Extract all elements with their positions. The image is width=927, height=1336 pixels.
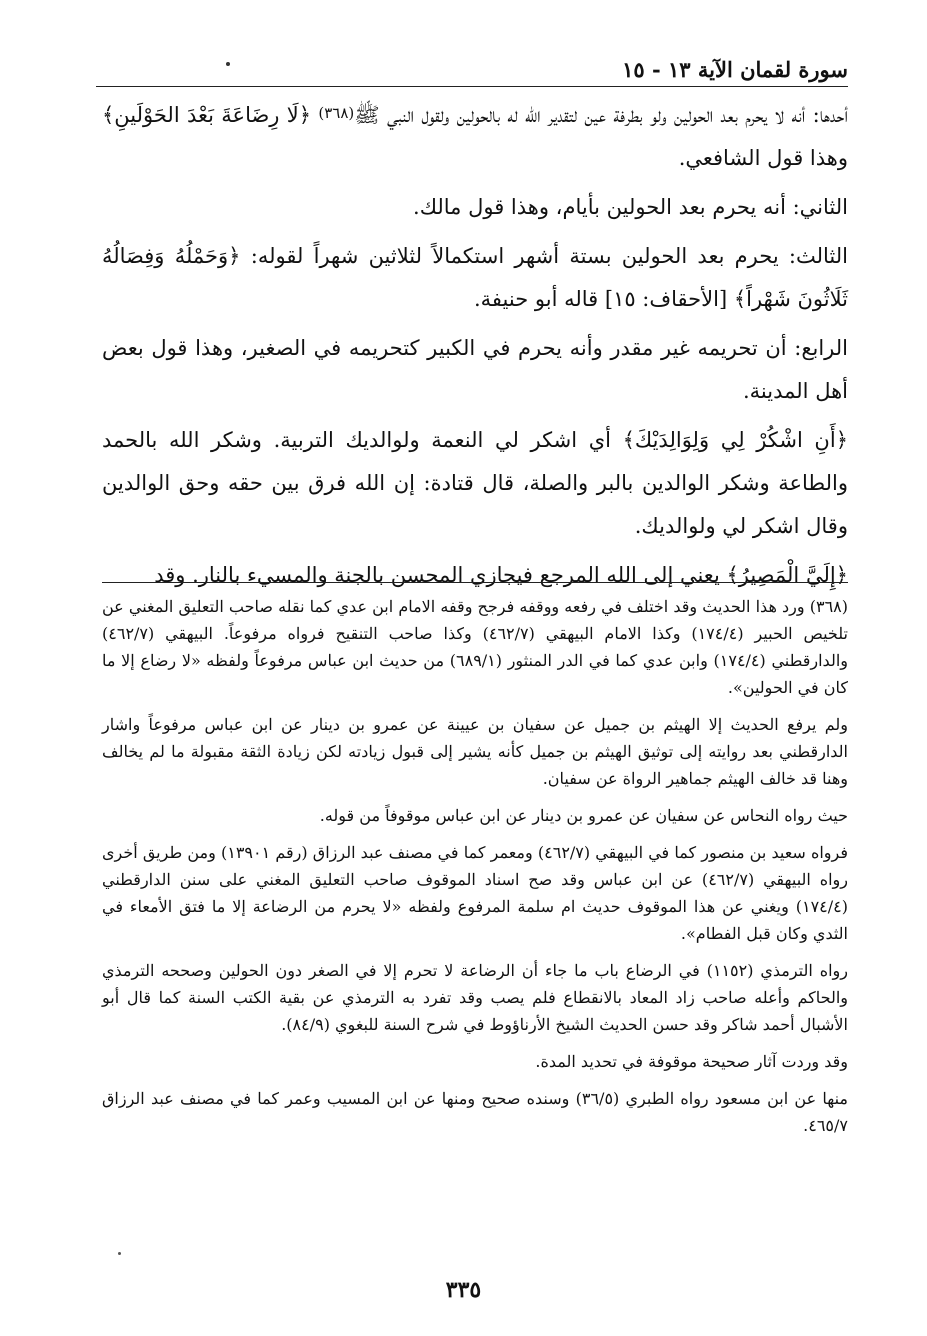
- footnote-paragraph: وقد وردت آثار صحيحة موقوفة في تحديد المدة.: [535, 1052, 848, 1071]
- hadith-quote: ﴿لَا رِضَاعَةَ بَعْدَ الحَوْلَينِ﴾ وهذا قول الشافعي.: [102, 103, 848, 170]
- footnote-paragraph: رواه الترمذي (١١٥٢) في الرضاع باب ما جاء أن الرضاعة لا تحرم إلا في الصغر دون الحولين وصححه الترمذي والحاكم وأعله صاحب زاد المعاد بالانقطاع فلم يصب وقد تفرد به الترمذي عن بقية الكتب السنة كما قال أبو الأشبال أحمد شاكر وقد حسن الحديث الشيخ الأرناؤوط في شرح السنة للبغوي (٨٤/٩).: [102, 961, 848, 1034]
- paragraph-gratitude: ﴿أَنِ اشْكُرْ لِي وَلِوَالِدَيْكَ﴾ أي اشكر لي النعمة ولوالديك التربية. وشكر الله بالحمد والطاعة وشكر الوالدين بالبر والصلة، قال قتادة: إن الله فرق بين حقه وحق الوالدين وقال اشكر لي ولوالديك.: [102, 428, 848, 538]
- paragraph-text: أحدها: أنه لا يحرم بعد الحولين ولو بطرفة عين لتقدير الله له بالحولين ولقول النبي ﷺ: [354, 103, 848, 127]
- footnote-divider: [102, 582, 848, 583]
- paragraph-second-opinion: الثاني: أنه يحرم بعد الحولين بأيام، وهذا قول مالك.: [413, 195, 848, 219]
- page-number: ٣٣٥: [445, 1277, 482, 1303]
- footnote-paragraph: فرواه سعيد بن منصور كما في البيهقي (٤٦٢/٧) ومعمر كما في مصنف عبد الرزاق (رقم ١٣٩٠١) ومن طريق أخرى رواه البيهقي (٤٦٢/٧) عن ابن عباس وقد صح اسناد الموقوف صاحب التعليق المغني على سنن الدارقطني (١٧٤/٤) ويغني عن هذا الموقوف حديث ام سلمة المرفوع ولفظه «لا يحرم من الرضاعة إلا ما فتق الأمعاء في الثدي وكان قبل الفطام».: [102, 843, 849, 943]
- paragraph-destination: ﴿إِلَيَّ الْمَصِيرُ﴾ يعني إلى الله المرجع فيجازي المحسن بالجنة والمسيء بالنار. وقد: [154, 563, 848, 587]
- paragraph-first-opinion: [102, 92, 848, 180]
- footnote-paragraph: ولم يرفع الحديث إلا الهيثم بن جميل عن سفيان بن عيينة عن عمرو بن دينار عن ابن عباس مرفوعاً واشار الدارقطني بعد روايته إلى توثيق الهيثم بن جميل كأنه يشير إلى قبول زيادته لكن زيادة الثقة مقبولة ما لم يخالف وهنا قد خالف الهيثم جماهير الرواة عن سفيان.: [102, 715, 848, 788]
- paragraph-fourth-opinion: الرابع: أن تحريمه غير مقدر وأنه يحرم في الكبير كتحريمه في الصغير، وهذا قول بعض أهل المدينة.: [102, 336, 848, 403]
- scan-speck: [118, 1252, 121, 1255]
- footnote-paragraph: حيث رواه النحاس عن سفيان عن عمرو بن دينار عن ابن عباس موقوفاً من قوله.: [319, 806, 848, 825]
- main-text: [102, 92, 848, 603]
- footnote-paragraph: منها عن ابن مسعود رواه الطبري (٣٦/٥) وسنده صحيح ومنها عن ابن المسيب وعمر كما في مصنف عبد الرزاق ٤٦٥/٧.: [102, 1089, 848, 1135]
- footnote-ref: (٣٦٨): [318, 104, 355, 122]
- header-title: سورة لقمان الآية ١٣ - ١٥: [622, 57, 848, 82]
- footnote-paragraph: (٣٦٨) ورد هذا الحديث وقد اختلف في رفعه ووقفه فرجح وقفه الامام ابن عدي كما نقله صاحب التعليق المغني عن تلخيص الحبير (١٧٤/٤) وكذا الامام البيهقي (٤٦٢/٧) وكذا صاحب التنقيح فرواه مرفوعاً. البيهقي (٤٦٢/٧) والدارقطني (١٧٤/٤) وابن عدي كما في الدر المنثور (٦٨٩/١) من حديث ابن عباس مرفوعاً ولفظه «لا رضاع إلا ما كان في الحولين».: [102, 597, 849, 697]
- footnotes: [102, 593, 848, 1149]
- header-speck: [226, 62, 230, 66]
- paragraph-third-opinion: الثالث: يحرم بعد الحولين بستة أشهر استكمالاً لثلاثين شهراً لقوله: ﴿وَحَمْلُهُ وَفِصَالُهُ ثَلَاثُونَ شَهْراً﴾ [الأحقاف: ١٥] قاله أبو حنيفة.: [102, 244, 848, 311]
- running-header: [96, 50, 848, 87]
